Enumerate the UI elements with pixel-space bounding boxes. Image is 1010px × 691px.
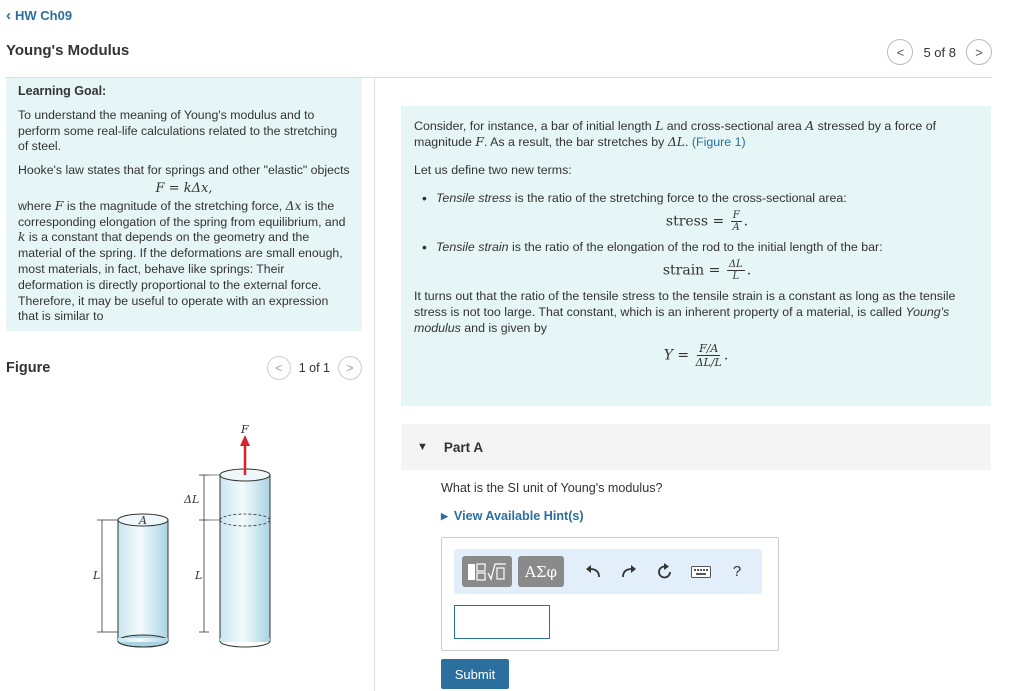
help-icon[interactable]: ? xyxy=(732,563,742,580)
chevron-left-icon: ‹ xyxy=(6,7,11,24)
part-a-toggle[interactable] xyxy=(401,424,991,470)
force-label: F xyxy=(241,423,249,436)
templates-icon xyxy=(467,561,507,583)
chevron-right-icon: > xyxy=(975,44,983,60)
answer-input[interactable] xyxy=(454,605,550,639)
bar-stretch-figure xyxy=(80,420,280,650)
chevron-left-icon: < xyxy=(275,361,283,375)
back-link-label: HW Ch09 xyxy=(15,8,73,23)
strain-equation: strain = $\frac{\Delta L}{L}$ . xyxy=(662,259,752,282)
original-bar xyxy=(118,514,168,647)
figure-pager xyxy=(267,356,362,380)
learning-goal-text: To understand the meaning of Young's modulus and to perform some real-life calculations related to the stretching of steel. xyxy=(18,107,338,154)
view-hints-label: View Available Hint(s) xyxy=(453,509,584,523)
reset-icon[interactable] xyxy=(650,557,680,587)
previous-figure-button[interactable] xyxy=(267,356,291,380)
figure-title: Figure xyxy=(6,360,51,376)
intro-panel xyxy=(401,106,991,406)
problem-pager-text: 5 of 8 xyxy=(923,44,956,60)
left-column xyxy=(6,78,362,331)
elongation-dimension xyxy=(199,475,220,520)
caret-down-icon: ▼ xyxy=(417,441,428,453)
view-hints-link[interactable] xyxy=(441,509,584,523)
part-a-label: Part A xyxy=(443,439,484,455)
hookes-law-equation: F = kΔx, xyxy=(155,180,213,196)
figure-header xyxy=(6,356,362,380)
definitions-list xyxy=(414,190,978,282)
chevron-right-icon: > xyxy=(346,361,354,375)
learning-goal-panel[interactable] xyxy=(6,78,362,331)
next-figure-button[interactable] xyxy=(338,356,362,380)
tensile-strain-definition: • Tensile strain is the ratio of the elongation of the rod to the initial length of the bar: strain = $\frac{\Delta L}{L}$ . xyxy=(436,239,978,282)
length-label-left: L xyxy=(93,569,101,582)
previous-problem-button[interactable] xyxy=(887,39,913,65)
definitions-intro: Let us define two new terms: xyxy=(414,163,572,177)
hookes-law-explanation: where F is the magnitude of the stretching force, Δx is the corresponding elongation of the spring from equilibrium, and k is a constant that depends on the geometry and the material of the spring. If the deformations are small enough, most materials, in fact, behave like springs: Their deformation is directly proportional to the external force. Therefore, it may be useful to operate with an expression that is similar to xyxy=(18,198,346,324)
elongation-label: ΔL xyxy=(184,493,200,506)
back-to-assignment-link[interactable] xyxy=(6,7,72,24)
next-problem-button[interactable] xyxy=(966,39,992,65)
caret-right-icon: ▶ xyxy=(441,510,448,521)
question-text: What is the SI unit of Young's modulus? xyxy=(441,481,663,495)
tensile-stress-definition: • Tensile stress is the ratio of the stretching force to the cross-sectional area: stress = $\frac{F}{A}$ . xyxy=(436,190,978,233)
undo-icon[interactable] xyxy=(578,557,608,587)
youngs-modulus-paragraph: It turns out that the ratio of the tensile stress to the tensile strain is a constant as long as the tensile stress is not too large. That constant, which is an inherent property of a material, is called Young's modulus and is given by xyxy=(414,289,956,335)
length-label-right: L xyxy=(195,569,203,582)
submit-button[interactable]: Submit xyxy=(441,659,509,689)
keyboard-icon[interactable] xyxy=(686,557,716,587)
answer-panel xyxy=(441,537,779,651)
intro-paragraph: Consider, for instance, a bar of initial length L and cross-sectional area A stressed by a force of magnitude F. As a result, the bar stretches by ΔL. (Figure 1) xyxy=(414,118,937,149)
youngs-modulus-equation: Y = $\frac{F/A}{\Delta L/L}$ . xyxy=(663,342,729,369)
stress-equation: stress = $\frac{F}{A}$ . xyxy=(665,210,749,233)
page-title: Young's Modulus xyxy=(6,42,130,59)
hookes-law-text: Hooke's law states that for springs and other "elastic" objects xyxy=(18,163,350,178)
problem-pager xyxy=(887,39,992,65)
redo-icon[interactable] xyxy=(614,557,644,587)
math-toolbar xyxy=(454,549,762,594)
greek-symbols-button[interactable]: ΑΣφ xyxy=(518,556,564,587)
area-label: A xyxy=(139,514,147,527)
figure-1-link[interactable]: (Figure 1) xyxy=(691,135,746,149)
stretched-bar xyxy=(220,469,270,647)
figure-pager-text: 1 of 1 xyxy=(298,361,330,375)
column-divider xyxy=(374,78,375,691)
learning-goal-title: Learning Goal: xyxy=(18,84,107,98)
templates-button[interactable] xyxy=(462,556,512,587)
chevron-left-icon: < xyxy=(896,44,905,60)
